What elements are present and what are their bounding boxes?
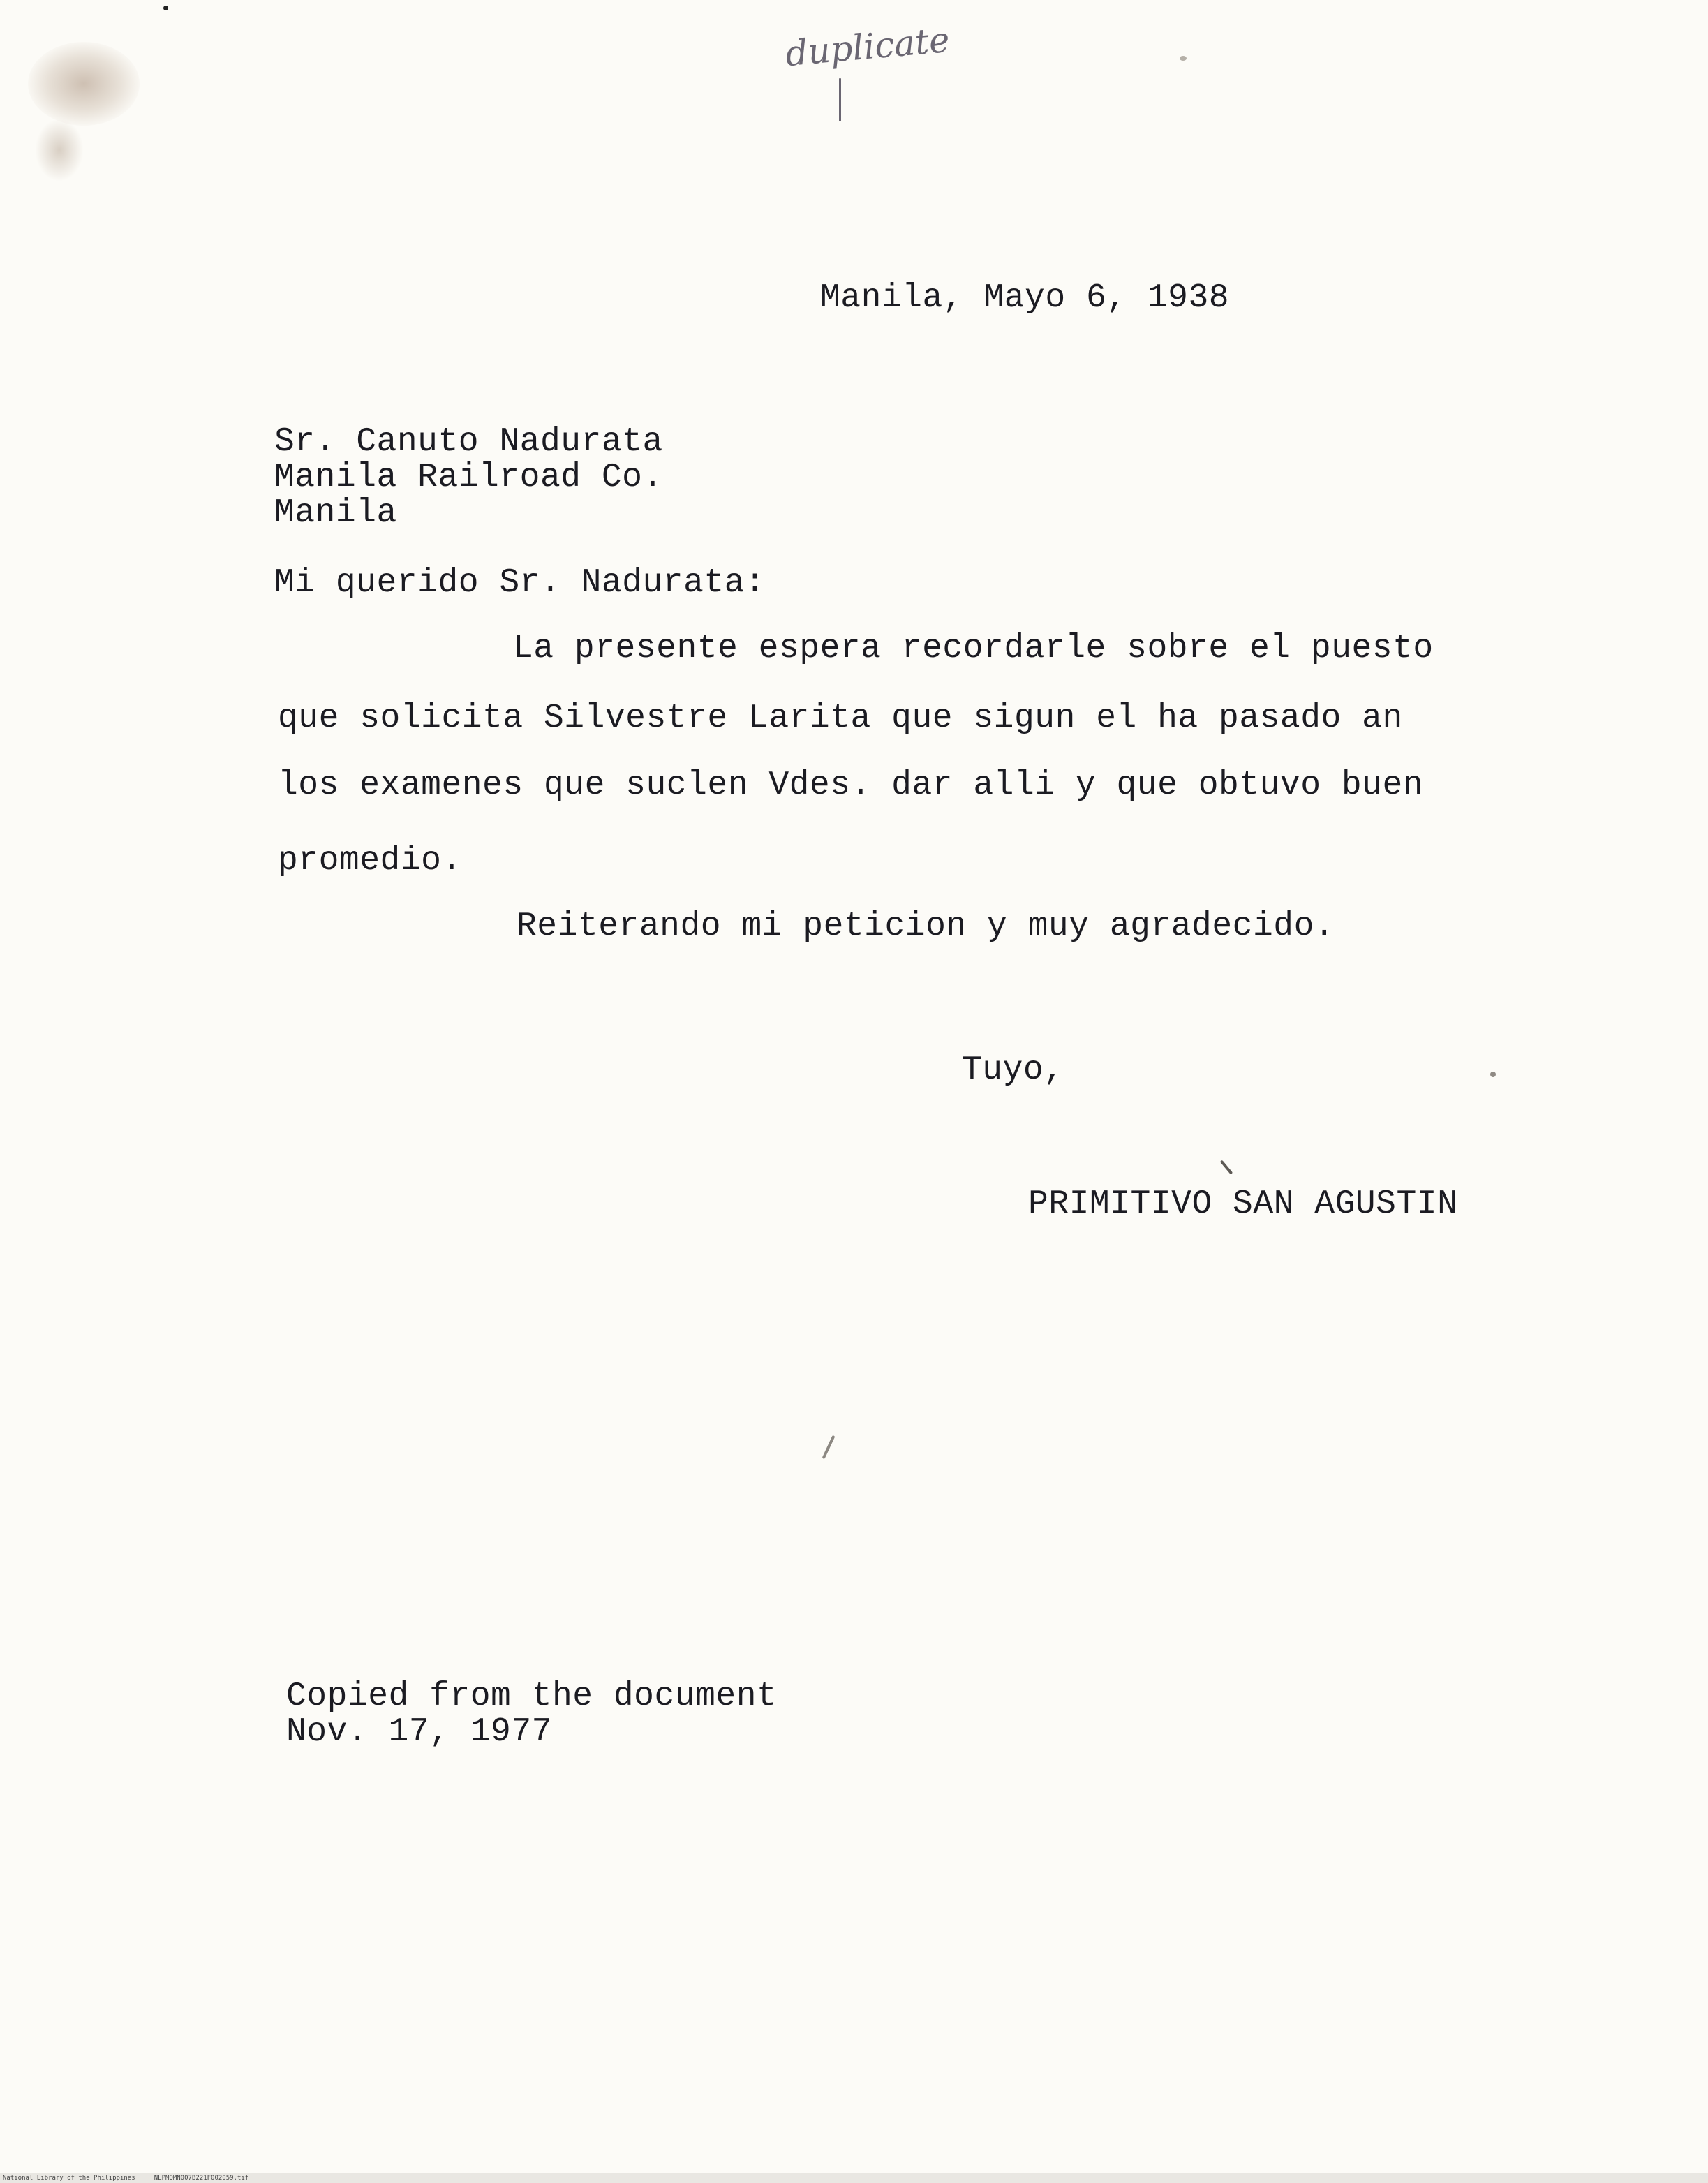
scan-footer-file-id: NLPMQMN007B221F002059.tif: [154, 2175, 249, 2182]
salutation: Mi querido Sr. Nadurata:: [274, 564, 766, 602]
copy-note-date: Nov. 17, 1977: [286, 1713, 552, 1751]
ink-speck: [822, 1435, 836, 1459]
signatory-name: PRIMITIVO SAN AGUSTIN: [1028, 1185, 1458, 1223]
scan-footer-institution: National Library of the Philippines: [3, 2175, 135, 2182]
ink-speck: [1490, 1072, 1496, 1077]
handwritten-duplicate-note: duplicate: [783, 19, 951, 75]
body-line: promedio.: [278, 842, 462, 880]
recipient-city: Manila: [274, 494, 397, 532]
paper-stain-small: [35, 119, 84, 182]
recipient-company: Manila Railroad Co.: [274, 459, 663, 496]
scan-footer-strip: [0, 2173, 1708, 2183]
scan-footer: [3, 2175, 248, 2182]
recipient-name: Sr. Canuto Nadurata: [274, 423, 663, 461]
dateline: Manila, Mayo 6, 1938: [820, 279, 1230, 317]
closing-paragraph: Reiterando mi peticion y muy agradecido.: [517, 908, 1335, 945]
handwritten-stroke: [839, 78, 841, 121]
ink-speck: [1180, 56, 1187, 61]
ink-speck: [1220, 1160, 1233, 1175]
paper-stain: [28, 42, 140, 126]
ink-speck: [163, 6, 168, 10]
complimentary-close: Tuyo,: [962, 1051, 1064, 1089]
copy-note-line: Copied from the document: [286, 1678, 778, 1715]
body-line: los examenes que suclen Vdes. dar alli y que obtuvo buen: [278, 767, 1424, 804]
body-line: La presente espera recordarle sobre el puesto: [513, 630, 1434, 667]
body-line: que solicita Silvestre Larita que sigun el ha pasado an: [278, 700, 1403, 737]
